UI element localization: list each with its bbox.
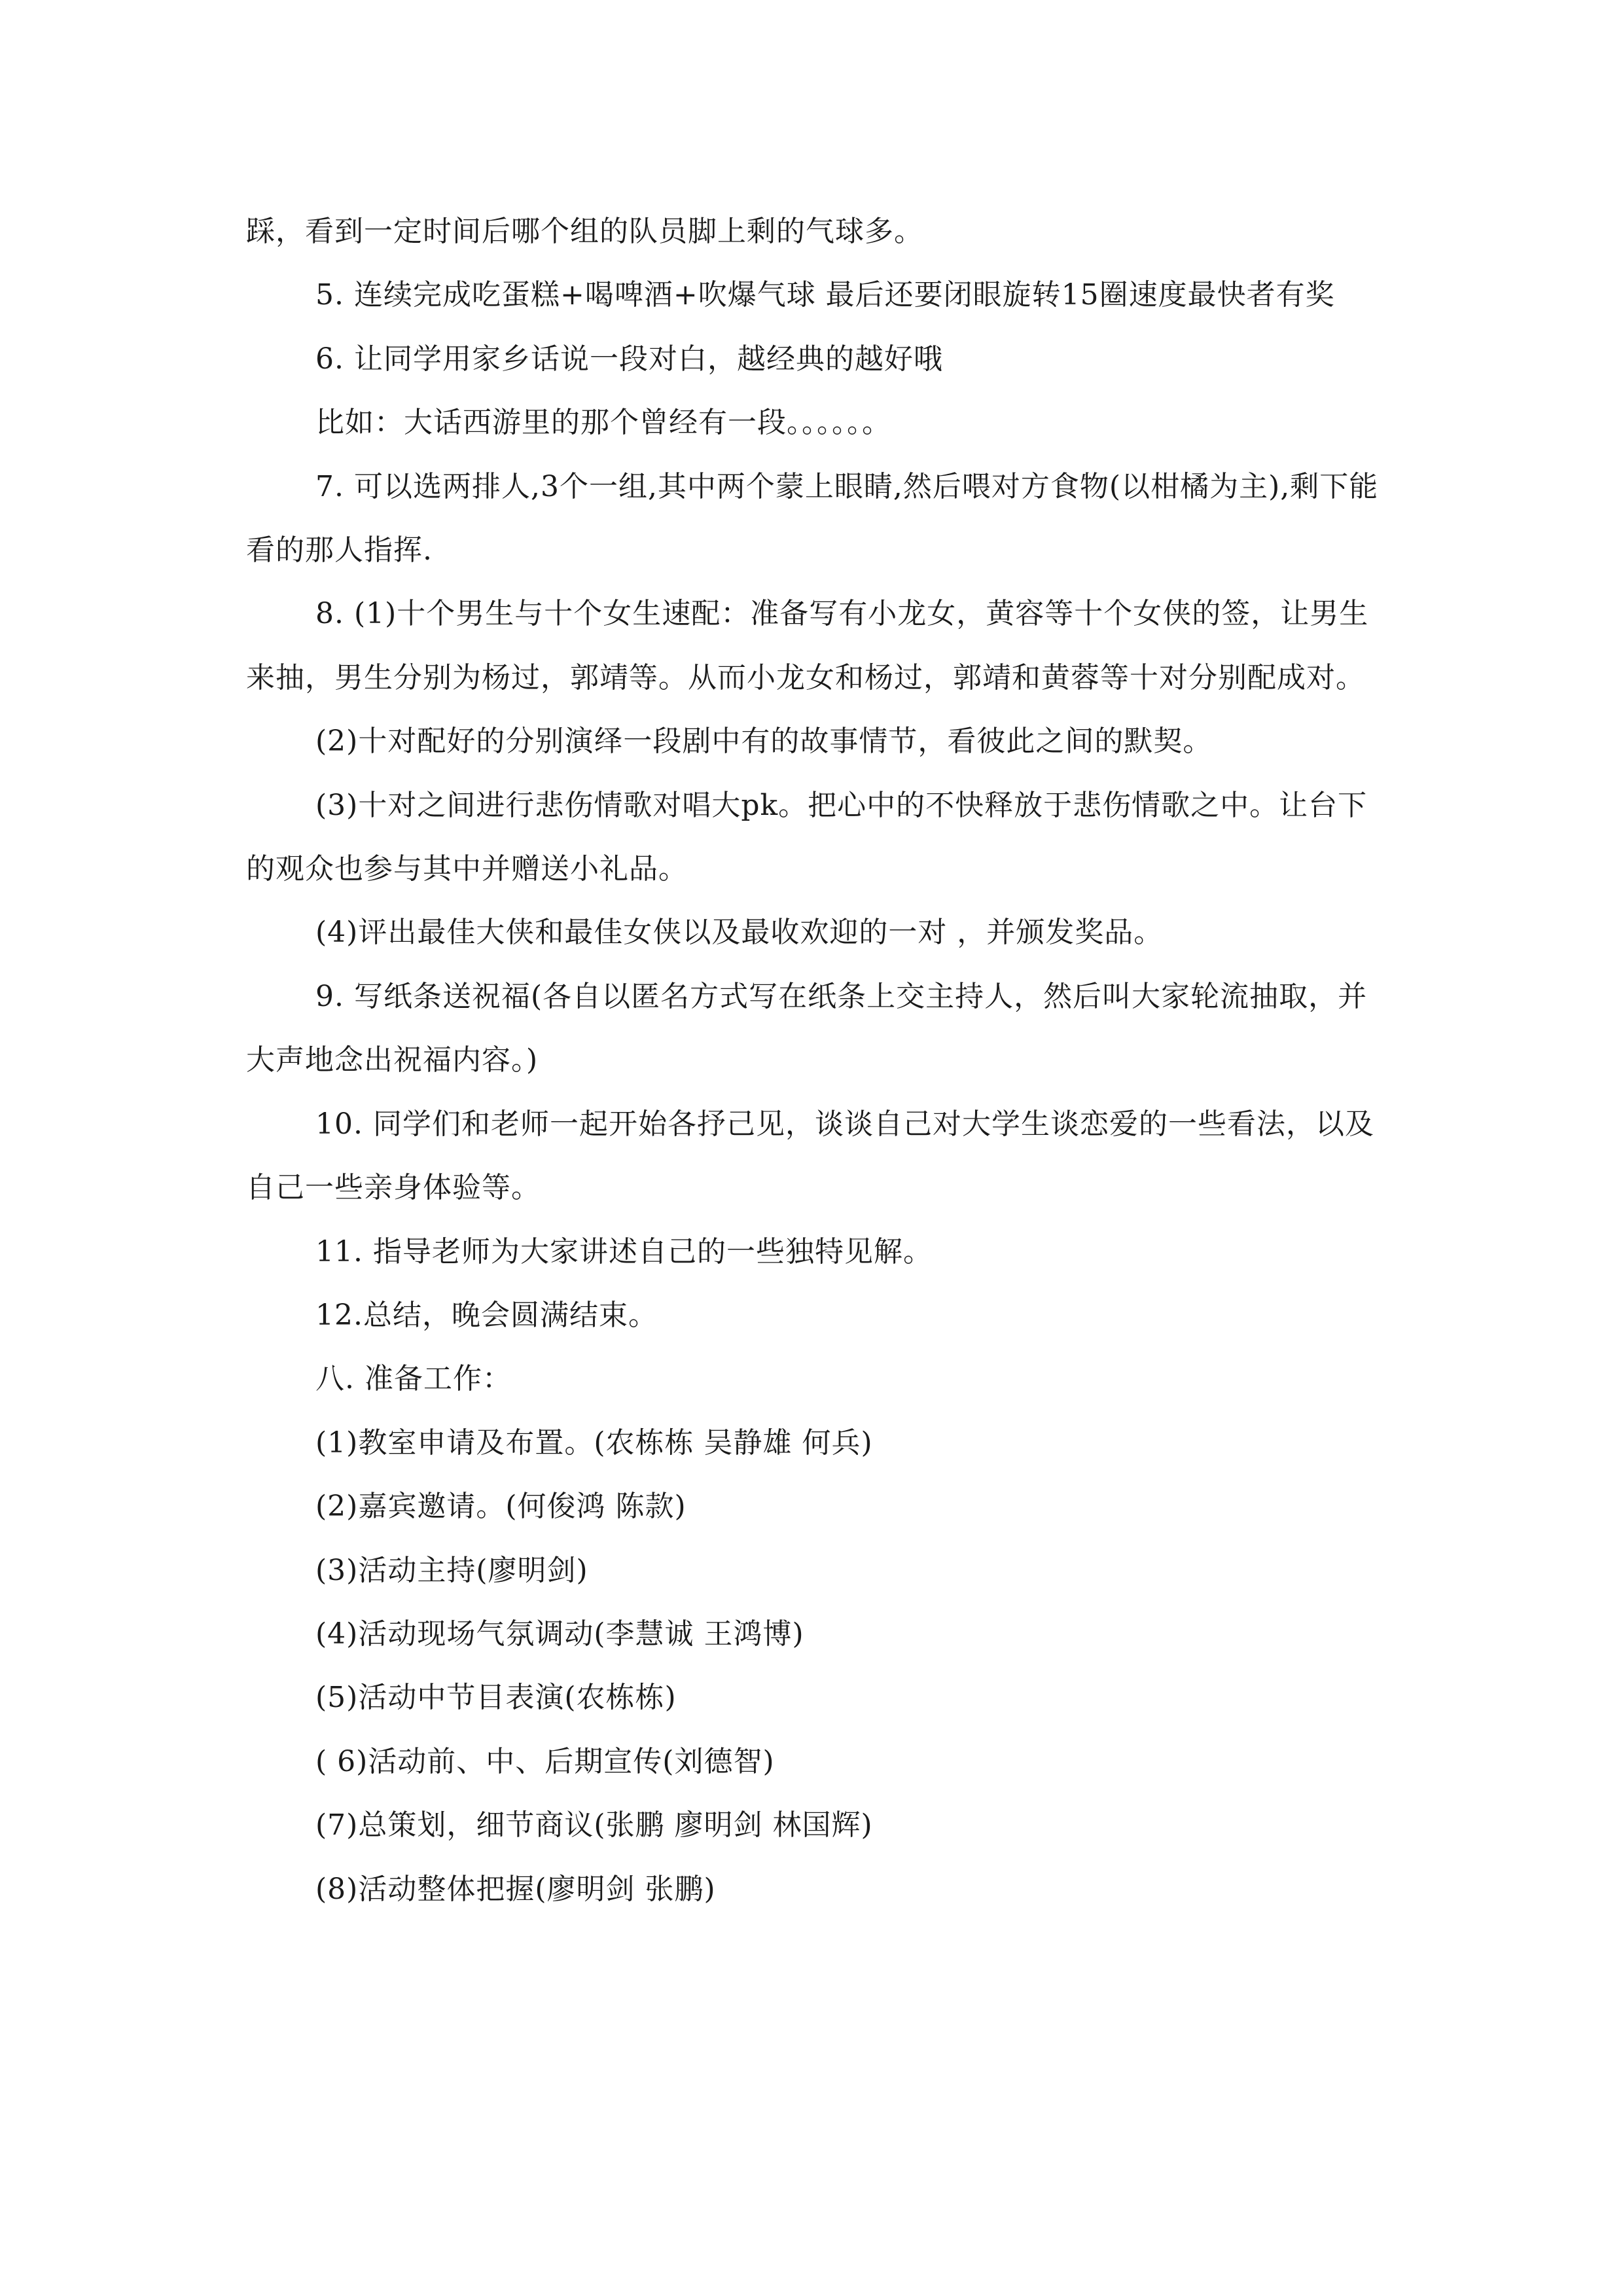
paragraph-item-6: 6. 让同学用家乡话说一段对白，越经典的越好哦: [315, 342, 943, 376]
paragraph-item-8-3: (3)十对之间进行悲伤情歌对唱大pk。把心中的不快释放于悲伤情歌之中。让台下的观众也参与其中并赠送小礼品。: [246, 788, 1368, 886]
prep-item-3: (3)活动主持(廖明剑): [315, 1553, 588, 1587]
paragraph-item-5: 5. 连续完成吃蛋糕+喝啤酒+吹爆气球 最后还要闭眼旋转15圈速度最快者有奖: [315, 278, 1335, 312]
prep-item-7: (7)总策划，细节商议(张鹏 廖明剑 林国辉): [315, 1808, 873, 1842]
paragraph-item-10: 10. 同学们和老师一起开始各抒己见，谈谈自己对大学生谈恋爱的一些看法，以及自己一些亲身体验等。: [246, 1107, 1374, 1205]
section-heading-preparation: 八. 准备工作：: [315, 1362, 512, 1396]
paragraph-item-8-4: (4)评出最佳大侠和最佳女侠以及最收欢迎的一对 ，并颁发奖品。: [315, 916, 1164, 950]
paragraph-item-7: 7. 可以选两排人,3个一组,其中两个蒙上眼睛,然后喂对方食物(以柑橘为主),剩下能看的那人指挥.: [246, 469, 1379, 567]
paragraph-item-12: 12.总结，晚会圆满结束。: [315, 1298, 658, 1332]
prep-item-2: (2)嘉宾邀请。(何俊鸿 陈款): [315, 1490, 687, 1524]
paragraph-item-6-example: 比如：大话西游里的那个曾经有一段。。。。。。: [315, 406, 891, 440]
paragraph-item-9: 9. 写纸条送祝福(各自以匿名方式写在纸条上交主持人，然后叫大家轮流抽取，并大声地念出祝福内容。): [246, 979, 1368, 1077]
prep-item-5: (5)活动中节目表演(农栋栋): [315, 1681, 677, 1715]
prep-item-6: ( 6)活动前、中、后期宣传(刘德智): [315, 1744, 775, 1778]
paragraph-item-11: 11. 指导老师为大家讲述自己的一些独特见解。: [315, 1234, 933, 1268]
document-body: [246, 200, 1385, 1921]
paragraph-continuation: 踩，看到一定时间后哪个组的队员脚上剩的气球多。: [246, 215, 923, 248]
prep-item-1: (1)教室申请及布置。(农栋栋 吴静雄 何兵): [315, 1426, 873, 1460]
paragraph-item-8-2: (2)十对配好的分别演绎一段剧中有的故事情节，看彼此之间的默契。: [315, 725, 1213, 759]
prep-item-8: (8)活动整体把握(廖明剑 张鹏): [315, 1872, 716, 1906]
paragraph-item-8-1: 8. (1)十个男生与十个女生速配：准备写有小龙女，黄容等十个女侠的签，让男生来抽，男生分别为杨过，郭靖等。从而小龙女和杨过，郭靖和黄蓉等十对分别配成对。: [246, 597, 1369, 694]
prep-item-4: (4)活动现场气氛调动(李慧诚 王鸿博): [315, 1617, 804, 1651]
